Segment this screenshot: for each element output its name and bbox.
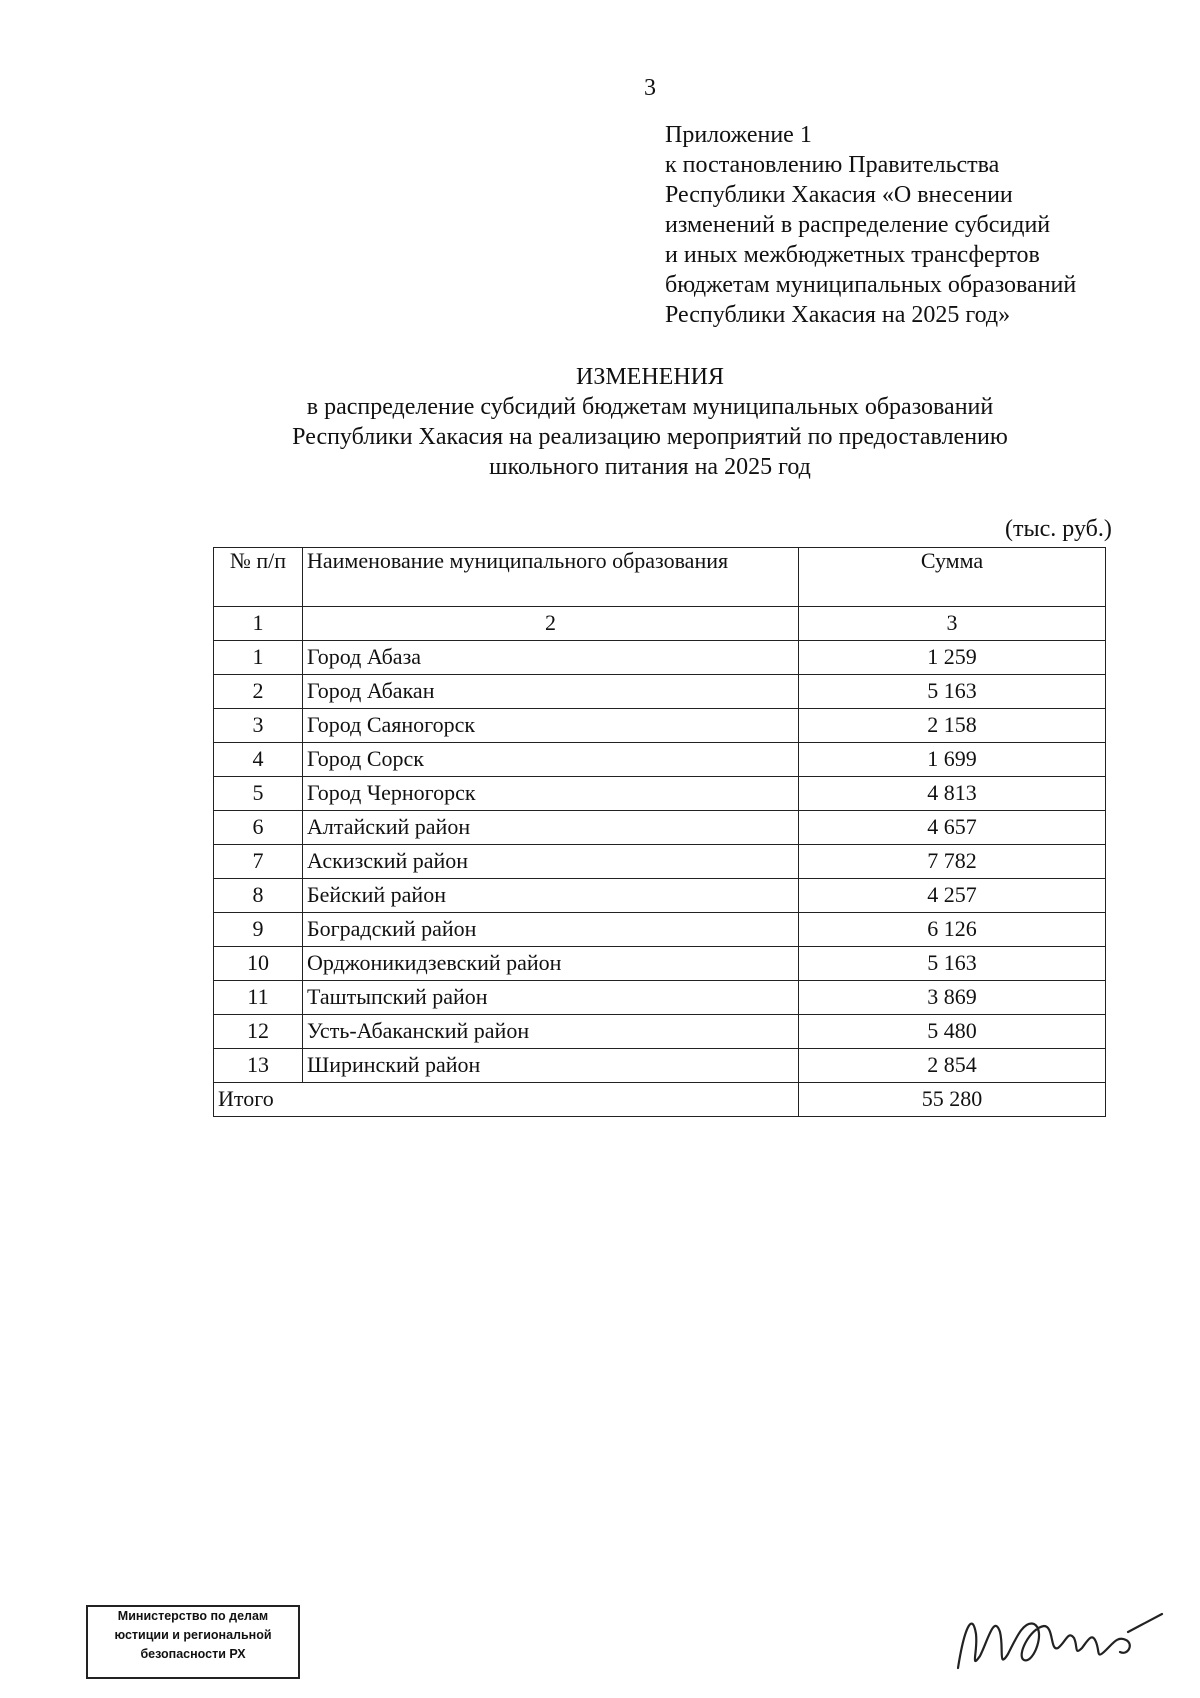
row-sum: 5 163 xyxy=(799,675,1106,709)
row-number: 13 xyxy=(214,1049,303,1083)
row-number: 4 xyxy=(214,743,303,777)
subsidy-table xyxy=(213,547,1106,1117)
row-sum: 4 257 xyxy=(799,879,1106,913)
appendix-line: к постановлению Правительства xyxy=(665,152,1000,178)
row-name: Город Саяногорск xyxy=(303,709,799,743)
appendix-line: Республики Хакасия «О внесении xyxy=(665,182,1013,208)
row-number: 10 xyxy=(214,947,303,981)
appendix-line: бюджетам муниципальных образований xyxy=(665,272,1077,298)
row-sum: 5 480 xyxy=(799,1015,1106,1049)
row-sum: 3 869 xyxy=(799,981,1106,1015)
row-name: Город Абаза xyxy=(303,641,799,675)
column-number: 3 xyxy=(799,607,1106,641)
page-number: 3 xyxy=(644,75,656,101)
row-name: Боградский район xyxy=(303,913,799,947)
row-number: 7 xyxy=(214,845,303,879)
appendix-line: Республики Хакасия на 2025 год» xyxy=(665,302,1011,328)
row-name: Аскизский район xyxy=(303,845,799,879)
table-row xyxy=(214,947,1106,981)
header-name: Наименование муниципального образования xyxy=(303,548,799,607)
ministry-stamp xyxy=(86,1605,300,1679)
total-label: Итого xyxy=(214,1083,799,1117)
column-number: 1 xyxy=(214,607,303,641)
unit-label: (тыс. руб.) xyxy=(1005,516,1112,542)
handwritten-signature xyxy=(950,1590,1170,1680)
row-sum: 4 813 xyxy=(799,777,1106,811)
table-row xyxy=(214,641,1106,675)
appendix-block xyxy=(665,120,1185,330)
row-number: 11 xyxy=(214,981,303,1015)
row-number: 1 xyxy=(214,641,303,675)
total-sum: 55 280 xyxy=(799,1083,1106,1117)
table-row xyxy=(214,1015,1106,1049)
row-sum: 4 657 xyxy=(799,811,1106,845)
title-subtitle-line: школьного питания на 2025 год xyxy=(489,454,811,480)
row-name: Бейский район xyxy=(303,879,799,913)
row-sum: 2 158 xyxy=(799,709,1106,743)
table-row xyxy=(214,845,1106,879)
row-name: Алтайский район xyxy=(303,811,799,845)
stamp-line: Министерство по делам xyxy=(117,1609,269,1623)
row-name: Город Сорск xyxy=(303,743,799,777)
row-sum: 2 854 xyxy=(799,1049,1106,1083)
table-row xyxy=(214,1049,1106,1083)
row-name: Город Абакан xyxy=(303,675,799,709)
row-sum: 7 782 xyxy=(799,845,1106,879)
title-heading: ИЗМЕНЕНИЯ xyxy=(575,364,725,390)
table-row xyxy=(214,879,1106,913)
appendix-line: изменений в распределение субсидий xyxy=(665,212,1051,238)
row-sum: 5 163 xyxy=(799,947,1106,981)
appendix-line: Приложение 1 xyxy=(665,122,812,148)
stamp-line: безопасности РХ xyxy=(140,1647,246,1661)
row-name: Ширинский район xyxy=(303,1049,799,1083)
header-number: № п/п xyxy=(214,548,303,607)
row-number: 3 xyxy=(214,709,303,743)
table-row xyxy=(214,675,1106,709)
table-row xyxy=(214,743,1106,777)
appendix-line: и иных межбюджетных трансфертов xyxy=(665,242,1040,268)
table-row xyxy=(214,811,1106,845)
table-body xyxy=(214,641,1106,1083)
title-subtitle-line: в распределение субсидий бюджетам муниципальных образований xyxy=(306,394,994,420)
table-row xyxy=(214,709,1106,743)
row-number: 6 xyxy=(214,811,303,845)
table-row xyxy=(214,913,1106,947)
row-name: Город Черногорск xyxy=(303,777,799,811)
row-number: 8 xyxy=(214,879,303,913)
row-sum: 1 699 xyxy=(799,743,1106,777)
row-sum: 1 259 xyxy=(799,641,1106,675)
row-name: Орджоникидзевский район xyxy=(303,947,799,981)
table-row xyxy=(214,981,1106,1015)
title-subtitle-line: Республики Хакасия на реализацию мероприятий по предоставлению xyxy=(292,424,1008,450)
row-number: 5 xyxy=(214,777,303,811)
row-number: 9 xyxy=(214,913,303,947)
table-row xyxy=(214,777,1106,811)
total-row xyxy=(214,1083,1106,1117)
column-number: 2 xyxy=(303,607,799,641)
row-number: 2 xyxy=(214,675,303,709)
table-header-row xyxy=(214,548,1106,607)
document-title xyxy=(0,362,1200,482)
row-number: 12 xyxy=(214,1015,303,1049)
row-name: Таштыпский район xyxy=(303,981,799,1015)
row-name: Усть-Абаканский район xyxy=(303,1015,799,1049)
row-sum: 6 126 xyxy=(799,913,1106,947)
header-sum: Сумма xyxy=(799,548,1106,607)
stamp-line: юстиции и региональной xyxy=(114,1628,272,1642)
column-number-row xyxy=(214,607,1106,641)
